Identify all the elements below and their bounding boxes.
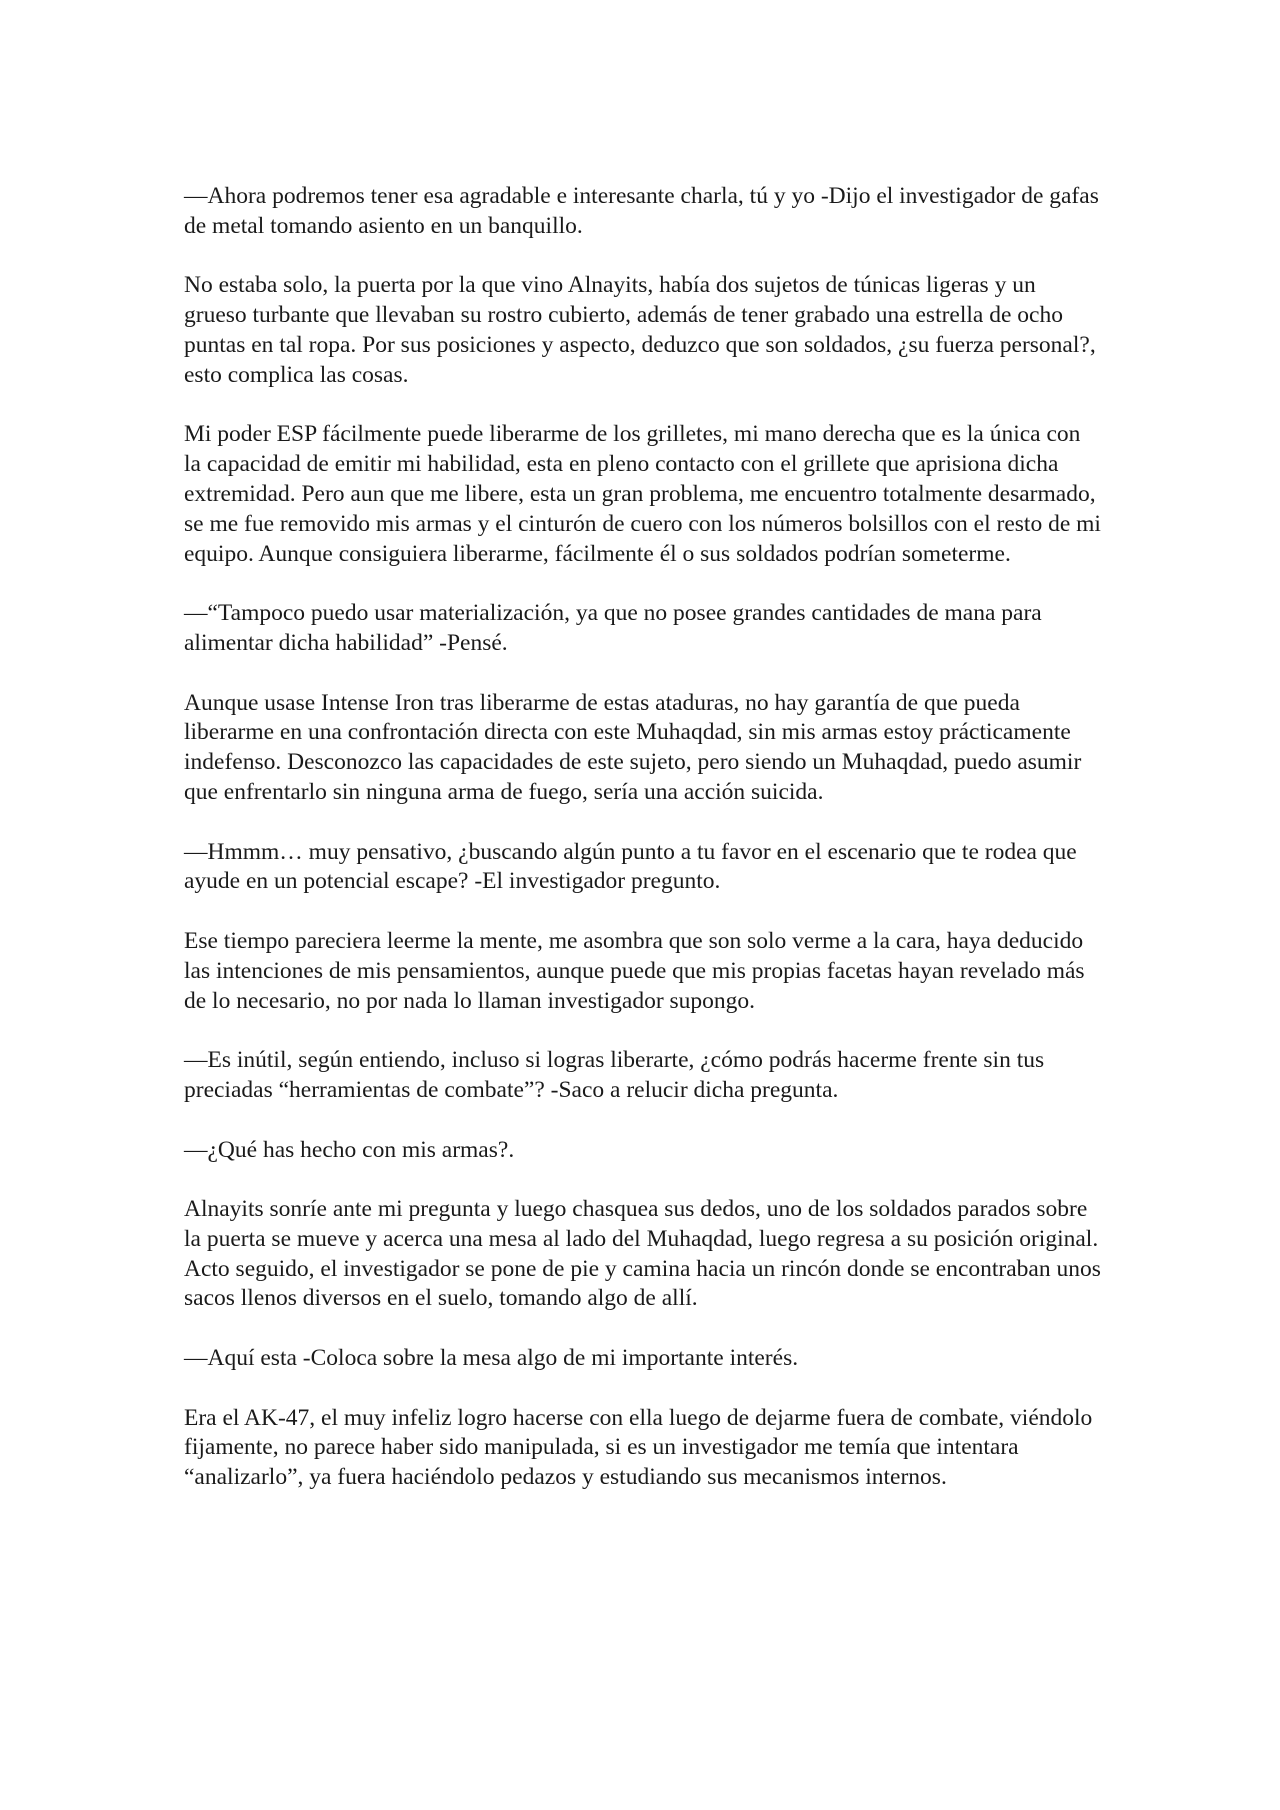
paragraph: —Aquí esta -Coloca sobre la mesa algo de mi importante interés. xyxy=(184,1345,799,1372)
paragraph: Ese tiempo pareciera leerme la mente, me asombra que son solo verme a la cara, haya deducido las intenciones de mis pensamientos, aunque puede que mis propias facetas hayan revelado más de lo necesario, no por nada lo llaman investigador supongo. xyxy=(184,927,1085,1014)
paragraph: Alnayits sonríe ante mi pregunta y luego chasquea sus dedos, uno de los soldados parados sobre la puerta se mueve y acerca una mesa al lado del Muhaqdad, luego regresa a su posición original. Acto seguido, el investigador se pone de pie y camina hacia un rincón donde se encontraban unos sacos llenos diversos en el suelo, tomando algo de allí. xyxy=(184,1196,1101,1312)
paragraph: Aunque usase Intense Iron tras liberarme de estas ataduras, no hay garantía de que pueda liberarme en una confrontación directa con este Muhaqdad, sin mis armas estoy prácticamente indefenso. Desconozco las capacidades de este sujeto, pero siendo un Muhaqdad, puedo asumir que enfrentarlo sin ninguna arma de fuego, sería una acción suicida. xyxy=(184,689,1082,805)
paragraph: —Ahora podremos tener esa agradable e interesante charla, tú y yo -Dijo el investigador de gafas de metal tomando asiento en un banquillo. xyxy=(184,183,1099,239)
paragraph: —“Tampoco puedo usar materialización, ya que no posee grandes cantidades de mana para alimentar dicha habilidad” -Pensé. xyxy=(184,600,1042,656)
paragraph: No estaba solo, la puerta por la que vino Alnayits, había dos sujetos de túnicas ligeras y un grueso turbante que llevaban su rostro cubierto, además de tener grabado una estrella de ocho puntas en tal ropa. Por sus posiciones y aspecto, deduzco que son soldados, ¿su fuerza personal?, esto complica las cosas. xyxy=(184,272,1096,388)
paragraph: —Es inútil, según entiendo, incluso si logras liberarte, ¿cómo podrás hacerme frente sin tus preciadas “herramientas de combate”? -Saco a relucir dicha pregunta. xyxy=(184,1047,1045,1103)
paragraph: —¿Qué has hecho con mis armas?. xyxy=(184,1136,515,1163)
paragraph: Mi poder ESP fácilmente puede liberarme de los grilletes, mi mano derecha que es la única con la capacidad de emitir mi habilidad, esta en pleno contacto con el grillete que aprisiona dicha extremidad. Pero aun que me libere, esta un gran problema, me encuentro totalmente desarmado, se me fue removido mis armas y el cinturón de cuero con los números bolsillos con el resto de mi equipo. Aunque consiguiera liberarme, fácilmente él o sus soldados podrían someterme. xyxy=(184,421,1101,567)
paragraph: Era el AK-47, el muy infeliz logro hacerse con ella luego de dejarme fuera de combate, viéndolo fijamente, no parece haber sido manipulada, si es un investigador me temía que intentara “analizarlo”, ya fuera haciéndolo pedazos y estudiando sus mecanismos internos. xyxy=(184,1404,1093,1491)
document-body xyxy=(184,182,1102,1523)
paragraph: —Hmmm… muy pensativo, ¿buscando algún punto a tu favor en el escenario que te rodea que ayude en un potencial escape? -El investigador pregunto. xyxy=(184,838,1077,895)
